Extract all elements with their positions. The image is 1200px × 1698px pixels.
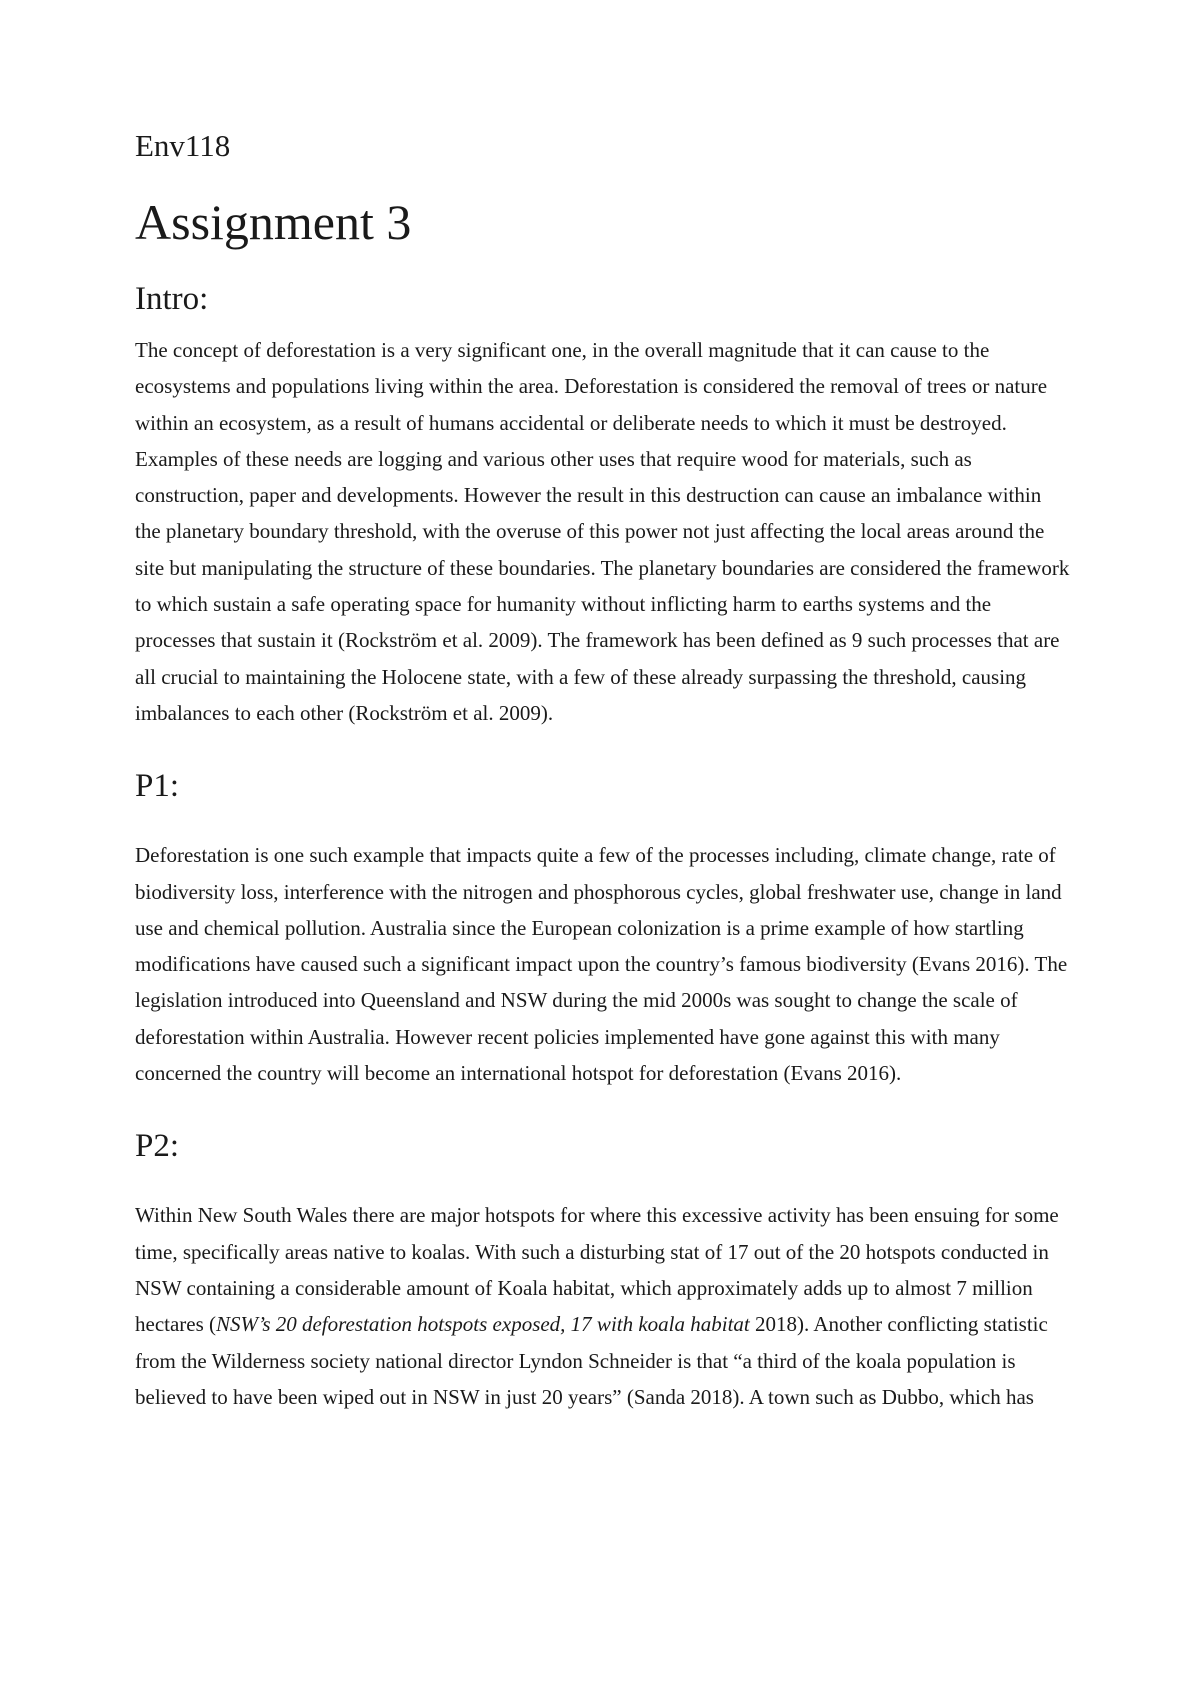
p1-heading: P1: [135,768,180,805]
p2-heading: P2: [135,1128,180,1165]
p2-cited-title: NSW’s 20 deforestation hotspots exposed, 17 with koala habitat [216,1312,750,1337]
p2-text-before: Within New South Wales there are major hotspots for where this excessive activity has been ensuing for some time, specifically areas native to koalas. With such a disturbing stat of 17 out of the 20 hotspots conducted in NSW containing a considerable amount of Koala habitat, which approximately adds up to almost 7 million hectares ( [135,1203,1059,1337]
p2-text-after: 2018). Another conflicting statistic from the Wilderness society national director Lyndon Schneider is that “a third of the koala population is believed to have been wiped out in NSW in just 20 years” (Sanda 2018). A town such as Dubbo, which has [135,1312,1048,1409]
p2-paragraph [135,1197,1070,1415]
intro-heading: Intro: [135,281,209,317]
p1-paragraph: Deforestation is one such example that impacts quite a few of the processes including, climate change, rate of biodiversity loss, interference with the nitrogen and phosphorous cycles, global freshwater use, change in land use and chemical pollution. Australia since the European colonization is a prime example of how startling modifications have caused such a significant impact upon the country’s famous biodiversity (Evans 2016). The legislation introduced into Queensland and NSW during the mid 2000s was sought to change the scale of deforestation within Australia. However recent policies implemented have gone against this with many concerned the country will become an international hotspot for deforestation (Evans 2016). [135,843,1068,1086]
intro-paragraph: The concept of deforestation is a very significant one, in the overall magnitude that it can cause to the ecosystems and populations living within the area. Deforestation is considered the removal of trees or nature within an ecosystem, as a result of humans accidental or deliberate needs to which it must be destroyed. Examples of these needs are logging and various other uses that require wood for materials, such as construction, paper and developments. However the result in this destruction can cause an imbalance within the planetary boundary threshold, with the overuse of this power not just affecting the local areas around the site but manipulating the structure of these boundaries. The planetary boundaries are considered the framework to which sustain a safe operating space for humanity without inflicting harm to earths systems and the processes that sustain it (Rockström et al. 2009). The framework has been defined as 9 such processes that are all crucial to maintaining the Holocene state, with a few of these already surpassing the threshold, causing imbalances to each other (Rockström et al. 2009). [135,338,1070,725]
course-code: Env118 [135,128,231,163]
document-title: Assignment 3 [135,194,412,250]
